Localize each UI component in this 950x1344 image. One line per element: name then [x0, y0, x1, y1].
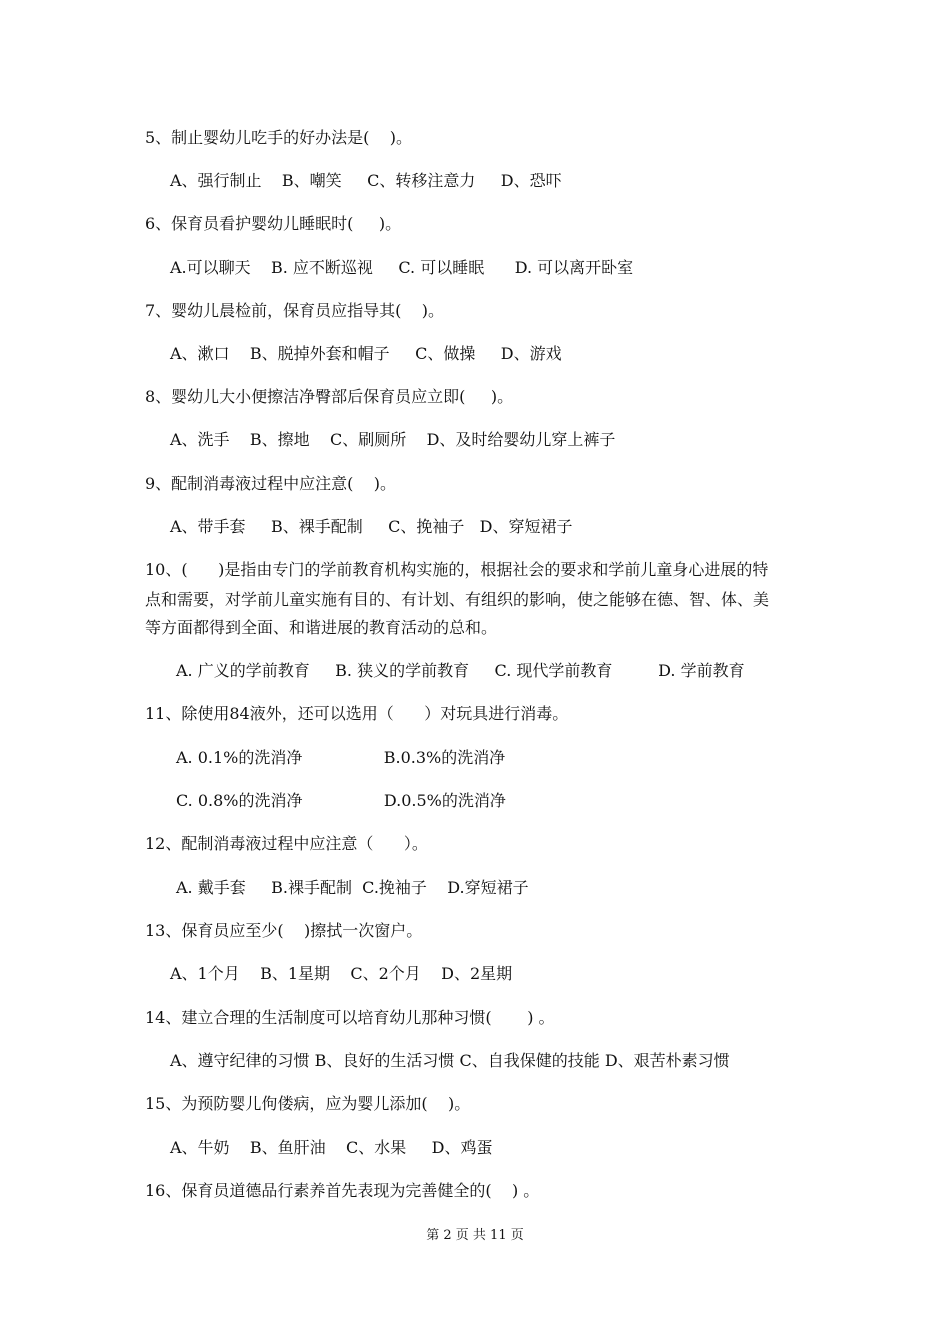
question-11-stem: 11、除使用84液外，还可以选用（ ）对玩具进行消毒。: [145, 704, 569, 723]
question-12-stem: 12、配制消毒液过程中应注意（ ）。: [145, 834, 428, 853]
question-7-options: A、漱口 B、脱掉外套和帽子 C、做操 D、游戏: [170, 344, 562, 363]
question-14-options: A、遵守纪律的习惯 B、良好的生活习惯 C、自我保健的技能 D、艰苦朴素习惯: [170, 1051, 730, 1070]
question-5-stem: 5、制止婴幼儿吃手的好办法是( )。: [145, 128, 413, 147]
page-number-footer: 第 2 页 共 11 页: [426, 1228, 524, 1243]
question-6-options: A.可以聊天 B. 应不断巡视 C. 可以睡眠 D. 可以离开卧室: [170, 258, 634, 277]
question-12-options: A. 戴手套 B.裸手配制 C.挽袖子 D.穿短裙子: [176, 878, 529, 897]
question-7-stem: 7、婴幼儿晨检前，保育员应指导其( )。: [145, 301, 445, 320]
question-11-options-row-2: C. 0.8%的洗消净 D.0.5%的洗消净: [176, 791, 506, 810]
question-13-options: A、1个月 B、1星期 C、2个月 D、2星期: [170, 964, 513, 983]
question-15-stem: 15、为预防婴儿佝偻病，应为婴儿添加( )。: [145, 1094, 471, 1113]
question-10-stem-line-1: 10、( )是指由专门的学前教育机构实施的，根据社会的要求和学前儿童身心进展的特: [145, 560, 769, 579]
question-11-options-row-1: A. 0.1%的洗消净 B.0.3%的洗消净: [176, 748, 506, 767]
question-9-options: A、带手套 B、裸手配制 C、挽袖子 D、穿短裙子: [170, 517, 573, 536]
question-8-stem: 8、婴幼儿大小便擦洁净臀部后保育员应立即( )。: [145, 387, 514, 406]
question-15-options: A、牛奶 B、鱼肝油 C、水果 D、鸡蛋: [170, 1138, 493, 1157]
question-9-stem: 9、配制消毒液过程中应注意( )。: [145, 474, 397, 493]
question-10-stem-line-3: 等方面都得到全面、和谐进展的教育活动的总和。: [145, 618, 498, 637]
question-10-stem-line-2: 点和需要，对学前儿童实施有目的、有计划、有组织的影响，使之能够在德、智、体、美: [145, 590, 770, 609]
question-10-options: A. 广义的学前教育 B. 狭义的学前教育 C. 现代学前教育 D. 学前教育: [176, 661, 745, 680]
question-6-stem: 6、保育员看护婴幼儿睡眠时( )。: [145, 214, 402, 233]
question-8-options: A、洗手 B、擦地 C、刷厕所 D、及时给婴幼儿穿上裤子: [170, 430, 616, 449]
question-5-options: A、强行制止 B、嘲笑 C、转移注意力 D、恐吓: [170, 171, 562, 190]
question-14-stem: 14、建立合理的生活制度可以培育幼儿那种习惯( ) 。: [145, 1008, 555, 1027]
question-13-stem: 13、保育员应至少( )擦拭一次窗户。: [145, 921, 423, 940]
question-16-stem: 16、保育员道德品行素养首先表现为完善健全的( ) 。: [145, 1181, 540, 1200]
